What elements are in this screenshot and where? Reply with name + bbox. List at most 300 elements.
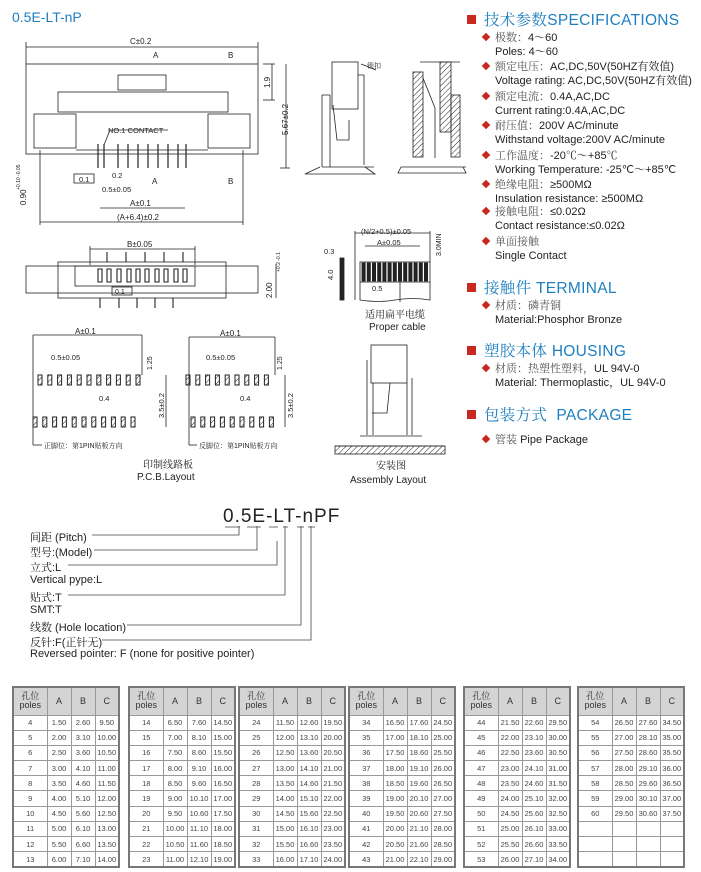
header-poles-en: poles: [135, 700, 157, 711]
spec-label-en: Insulation resistance: ≥500MΩ: [495, 193, 644, 205]
spec-label-en: Current rating:0.4A,AC,DC: [495, 105, 626, 117]
table-cell: 8.60: [187, 745, 211, 760]
table-cell: 27.60: [636, 715, 660, 730]
table-cell: 26.60: [522, 837, 546, 852]
header-a: A: [47, 687, 71, 715]
table-cell: 24.00: [498, 791, 522, 806]
header-poles-zh: 孔位: [357, 691, 376, 702]
header-a: A: [163, 687, 187, 715]
dim-pitch: 0.5±0.05: [102, 185, 132, 194]
table-cell: 16.00: [211, 761, 235, 776]
table-cell: 19.60: [407, 776, 431, 791]
table-cell: [660, 852, 684, 867]
table-cell: 22.00: [498, 730, 522, 745]
pcb-caption-left: 正脚位：第1PIN贴板方向: [44, 443, 123, 450]
table-cell: 53: [464, 852, 498, 867]
table-cell: 9.60: [187, 776, 211, 791]
table-row: [464, 730, 570, 745]
value: UL 94V-0: [594, 363, 640, 375]
table-cell: 19.50: [383, 806, 407, 821]
header-a: A: [273, 687, 297, 715]
pcb-0-4-left: 0.4: [99, 394, 110, 403]
spec-label-zh: 极数：: [495, 32, 528, 44]
table-cell: 8.10: [187, 730, 211, 745]
spec-label-zh: 额定电流：: [495, 91, 550, 103]
table-cell: 34.00: [546, 852, 570, 867]
table-cell: 14.00: [95, 852, 119, 867]
table-cell: 25.50: [498, 837, 522, 852]
table-row: [239, 852, 345, 867]
heading-en: SPECIFICATIONS: [547, 12, 680, 29]
table-cell: 46: [464, 745, 498, 760]
table-cell: 29.50: [546, 715, 570, 730]
spec-label-zh: 额定电压：: [495, 61, 550, 73]
cable-title-en: Proper cable: [369, 322, 426, 333]
table-cell: 26.50: [431, 776, 455, 791]
table-row: [129, 852, 235, 867]
header-poles: [464, 687, 498, 715]
table-cell: 19.10: [407, 761, 431, 776]
table-cell: 15.00: [211, 730, 235, 745]
model-code-label: Vertical pype:L: [30, 574, 103, 586]
cable-title-zh: 适用扁平电缆: [365, 310, 425, 321]
table-cell: 29.60: [636, 776, 660, 791]
table-cell: 49: [464, 791, 498, 806]
table-cell: 22.10: [407, 852, 431, 867]
table-cell: 37: [349, 761, 383, 776]
table-cell: 7.10: [71, 852, 95, 867]
table-cell: 36: [349, 745, 383, 760]
table-cell: 12.00: [273, 730, 297, 745]
table-row: [349, 776, 455, 791]
table-cell: 3.00: [47, 761, 71, 776]
table-cell: 31: [239, 821, 273, 836]
table-cell: 23.50: [498, 776, 522, 791]
table-cell: 36.00: [660, 761, 684, 776]
header-b: B: [407, 687, 431, 715]
table-cell: 3.50: [47, 776, 71, 791]
table-cell: 36.50: [660, 776, 684, 791]
table-cell: 21.00: [321, 761, 345, 776]
table-row: [239, 715, 345, 730]
table-cell: 6.60: [71, 837, 95, 852]
dimension-table-block: [577, 686, 685, 868]
table-cell: 22.60: [522, 715, 546, 730]
table-cell: 18.60: [407, 745, 431, 760]
heading-zh: 接触件: [484, 280, 532, 297]
spec-value-zh: 0.4A,AC,DC: [550, 91, 610, 103]
table-cell: 55: [578, 730, 612, 745]
table-row: [578, 776, 684, 791]
table-cell: 21.60: [407, 837, 431, 852]
table-cell: 28.50: [431, 837, 455, 852]
table-cell: 23.60: [522, 745, 546, 760]
header-b: B: [636, 687, 660, 715]
table-cell: 14.00: [273, 791, 297, 806]
table-cell: 32.50: [546, 806, 570, 821]
table-cell: 37.50: [660, 806, 684, 821]
model-code-label: Reversed pointer: F (none for positive pointer): [30, 648, 255, 660]
heading-zh: 技术参数: [484, 12, 548, 29]
table-cell: 15: [129, 730, 163, 745]
table-cell: [612, 837, 636, 852]
header-b: B: [522, 687, 546, 715]
top-dim-0-1: 0.1: [115, 289, 125, 296]
header-b: B: [187, 687, 211, 715]
table-row: [464, 776, 570, 791]
lock-label: 锁扣: [367, 63, 381, 70]
table-cell: 16.00: [273, 852, 297, 867]
table-row: [578, 791, 684, 806]
dim-5-67: 5.67±0.2: [281, 103, 290, 135]
table-cell: 21.50: [321, 776, 345, 791]
table-row: [239, 791, 345, 806]
heading-en: TERMINAL: [536, 280, 617, 297]
header-poles-en: poles: [470, 700, 492, 711]
pcb-3-5-right: 3.5±0.2: [286, 393, 295, 418]
table-cell: 30.00: [546, 730, 570, 745]
table-row: [578, 806, 684, 821]
table-row: [129, 821, 235, 836]
spec-label-zh: 接触电阻：: [495, 206, 550, 218]
table-cell: 12: [13, 837, 47, 852]
table-cell: 23.00: [321, 821, 345, 836]
table-cell: 22: [129, 837, 163, 852]
table-cell: [636, 852, 660, 867]
table-cell: 24.50: [431, 715, 455, 730]
heading-en: PACKAGE: [556, 407, 633, 424]
table-row: [464, 821, 570, 836]
table-cell: 8: [13, 776, 47, 791]
table-cell: 9.50: [163, 806, 187, 821]
table-row: [13, 745, 119, 760]
cable-dim-a: A±0.05: [377, 238, 401, 247]
pcb-1-25-right: 1.25: [277, 356, 284, 370]
table-cell: 29.00: [612, 791, 636, 806]
table-row: [349, 852, 455, 867]
table-cell: 22.00: [321, 791, 345, 806]
spec-label-zh: 工作温度：: [495, 150, 550, 162]
table-cell: 59: [578, 791, 612, 806]
table-cell: 25: [239, 730, 273, 745]
table-cell: 50: [464, 806, 498, 821]
table-cell: 4.60: [71, 776, 95, 791]
header-c: C: [95, 687, 119, 715]
table-cell: 58: [578, 776, 612, 791]
table-cell: 7.50: [163, 745, 187, 760]
section-a-label-2: A: [152, 177, 158, 186]
table-cell: 20.00: [383, 821, 407, 836]
table-cell: 10.00: [95, 730, 119, 745]
table-cell: 26: [239, 745, 273, 760]
table-cell: 56: [578, 745, 612, 760]
table-cell: 4.10: [71, 761, 95, 776]
table-row: [129, 730, 235, 745]
table-row: [239, 730, 345, 745]
table-cell: 12.50: [273, 745, 297, 760]
table-cell: [612, 852, 636, 867]
model-code-label: 线数 (Hole location): [30, 622, 126, 634]
table-cell: 34: [349, 715, 383, 730]
spec-label-en: Single Contact: [495, 250, 567, 262]
table-cell: 25.60: [522, 806, 546, 821]
table-cell: 14.50: [211, 715, 235, 730]
table-cell: 25.50: [431, 745, 455, 760]
header-poles-en: poles: [19, 700, 41, 711]
table-cell: 3.10: [71, 730, 95, 745]
table-cell: 30.50: [546, 745, 570, 760]
table-cell: 23: [129, 852, 163, 867]
table-cell: 52: [464, 837, 498, 852]
table-cell: 25.00: [431, 730, 455, 745]
table-row: [578, 745, 684, 760]
pcb-dim-a-right: A±0.1: [220, 329, 241, 338]
table-cell: 29.10: [636, 761, 660, 776]
table-cell: 29: [239, 791, 273, 806]
model-code-label: 贴式:T: [30, 592, 62, 604]
table-row: [464, 761, 570, 776]
value-zh: 磷青铜: [528, 300, 561, 312]
table-cell: 6.50: [163, 715, 187, 730]
table-cell: 24.00: [321, 852, 345, 867]
table-cell: 6.00: [47, 852, 71, 867]
table-row: [129, 791, 235, 806]
table-cell: 43: [349, 852, 383, 867]
table-cell: 7: [13, 761, 47, 776]
table-cell: 11.50: [95, 776, 119, 791]
table-cell: 18.10: [407, 730, 431, 745]
table-cell: 40: [349, 806, 383, 821]
table-cell: 21.10: [407, 821, 431, 836]
cable-0-5: 0.5: [372, 284, 383, 293]
table-row: [13, 776, 119, 791]
table-cell: 9.10: [187, 761, 211, 776]
pcb-pitch-right: 0.5±0.05: [206, 353, 236, 362]
header-a: A: [612, 687, 636, 715]
table-row: [13, 715, 119, 730]
spec-value-zh: ≥500MΩ: [550, 179, 592, 191]
table-cell: 23.00: [498, 761, 522, 776]
label-zh: 材质：热塑性塑料，: [495, 363, 594, 375]
table-row: [349, 745, 455, 760]
table-row: [464, 745, 570, 760]
table-row: [129, 761, 235, 776]
table-cell: 32.00: [546, 791, 570, 806]
table-cell: 10.50: [163, 837, 187, 852]
dim-1-9: 1.9: [263, 76, 272, 88]
table-row: [349, 730, 455, 745]
spec-label-zh: 单面接触: [495, 236, 539, 248]
table-cell: 10: [13, 806, 47, 821]
spec-label-en: Poles: 4～60: [495, 46, 558, 58]
table-cell: 13.50: [273, 776, 297, 791]
table-cell: 13.60: [297, 745, 321, 760]
table-row: [239, 761, 345, 776]
table-cell: 16.50: [211, 776, 235, 791]
pcb-title-en: P.C.B.Layout: [137, 472, 195, 483]
table-cell: 33: [239, 852, 273, 867]
table-cell: 20.00: [321, 730, 345, 745]
header-c: C: [321, 687, 345, 715]
table-cell: 11.00: [95, 761, 119, 776]
table-cell: 19: [129, 791, 163, 806]
table-cell: 21.50: [498, 715, 522, 730]
table-cell: 17: [129, 761, 163, 776]
header-poles-zh: 孔位: [586, 691, 605, 702]
pcb-title-zh: 印制线路板: [143, 460, 193, 471]
table-cell: 18: [129, 776, 163, 791]
table-cell: 18.00: [211, 821, 235, 836]
header-poles-zh: 孔位: [137, 691, 156, 702]
table-row: [349, 837, 455, 852]
table-cell: [660, 821, 684, 836]
table-cell: 14.50: [273, 806, 297, 821]
table-cell: 12.00: [95, 791, 119, 806]
table-cell: 39: [349, 791, 383, 806]
table-cell: 48: [464, 776, 498, 791]
pcb-caption-right: 反脚位：第1PIN贴板方向: [199, 443, 278, 450]
table-cell: 19.00: [211, 852, 235, 867]
table-cell: 33.50: [546, 837, 570, 852]
assembly-title-zh: 安装图: [376, 461, 406, 472]
table-cell: 29.50: [612, 806, 636, 821]
table-cell: 18.50: [211, 837, 235, 852]
table-cell: 5.00: [47, 821, 71, 836]
table-cell: 28: [239, 776, 273, 791]
table-row: [349, 821, 455, 836]
spec-label-zh: 绝缘电阻：: [495, 179, 550, 191]
spec-label-en: Voltage rating: AC,DC,50V(50HZ有效值): [495, 75, 692, 87]
label-zh: 管装: [495, 434, 517, 446]
header-b: B: [71, 687, 95, 715]
cable-0-3: 0.3: [324, 247, 335, 256]
table-cell: 54: [578, 715, 612, 730]
header-a: A: [498, 687, 522, 715]
table-cell: 18.50: [383, 776, 407, 791]
table-cell: 26.00: [498, 852, 522, 867]
table-cell: 9: [13, 791, 47, 806]
table-cell: 17.50: [383, 745, 407, 760]
table-cell: 17.60: [407, 715, 431, 730]
table-cell: 25.10: [522, 791, 546, 806]
header-poles-zh: 孔位: [472, 691, 491, 702]
table-cell: 12.50: [95, 806, 119, 821]
table-cell: [578, 852, 612, 867]
table-cell: 11.10: [187, 821, 211, 836]
table-cell: [612, 821, 636, 836]
header-poles-en: poles: [355, 700, 377, 711]
table-cell: 14.10: [297, 761, 321, 776]
table-cell: 24.60: [522, 776, 546, 791]
value: Pipe Package: [520, 434, 588, 446]
table-cell: 4.50: [47, 806, 71, 821]
cable-dim-n: (N/2+0.5)±0.05: [361, 227, 412, 236]
table-cell: 28.50: [612, 776, 636, 791]
table-row: [129, 806, 235, 821]
header-poles: [239, 687, 273, 715]
table-row: [578, 761, 684, 776]
cable-3-0-min: 3.0MIN: [436, 233, 443, 256]
table-cell: 27.50: [431, 806, 455, 821]
table-cell: 38: [349, 776, 383, 791]
dim-2-00-tol: +0.2 -0.1: [276, 252, 282, 272]
header-c: C: [211, 687, 235, 715]
heading-zh: 塑胶本体: [484, 343, 548, 360]
table-cell: 20.50: [321, 745, 345, 760]
table-row: [349, 791, 455, 806]
table-cell: 16.60: [297, 837, 321, 852]
table-cell: 11: [13, 821, 47, 836]
table-cell: 7.60: [187, 715, 211, 730]
table-cell: 24.10: [522, 761, 546, 776]
table-cell: 35.00: [660, 730, 684, 745]
dim-a-6-4: (A+6.4)±0.2: [117, 213, 159, 222]
table-cell: 17.50: [211, 806, 235, 821]
table-cell: 28.10: [636, 730, 660, 745]
pcb-dim-a-left: A±0.1: [75, 327, 96, 336]
model-code-label: 反针:F(正针无): [30, 637, 103, 649]
pcb-1-25-left: 1.25: [147, 356, 154, 370]
spec-label-en: Withstand voltage:200V AC/minute: [495, 134, 665, 146]
table-cell: 12.10: [187, 852, 211, 867]
table-cell: 33.00: [546, 821, 570, 836]
table-row: [129, 745, 235, 760]
header-poles: [578, 687, 612, 715]
dim-0-1: 0.1: [79, 175, 90, 184]
pcb-pitch-left: 0.5±0.05: [51, 353, 81, 362]
table-row: [129, 837, 235, 852]
table-cell: 22.50: [321, 806, 345, 821]
table-row: [464, 791, 570, 806]
table-cell: 27: [239, 761, 273, 776]
table-cell: 21.00: [383, 852, 407, 867]
table-cell: 14: [129, 715, 163, 730]
table-cell: 28.60: [636, 745, 660, 760]
table-cell: 42: [349, 837, 383, 852]
table-cell: 17.00: [211, 791, 235, 806]
table-cell: 18.00: [383, 761, 407, 776]
table-cell: 20.10: [407, 791, 431, 806]
table-cell: 44: [464, 715, 498, 730]
header-c: C: [431, 687, 455, 715]
table-cell: 15.60: [297, 806, 321, 821]
table-cell: 27.00: [431, 791, 455, 806]
table-cell: 13.10: [297, 730, 321, 745]
table-cell: 35.50: [660, 745, 684, 760]
table-cell: 11.00: [163, 852, 187, 867]
table-cell: 5: [13, 730, 47, 745]
table-cell: 2.00: [47, 730, 71, 745]
table-cell: 11.60: [187, 837, 211, 852]
table-row: [464, 852, 570, 867]
table-cell: 26.10: [522, 821, 546, 836]
table-cell: 4.00: [47, 791, 71, 806]
dim-0-2: 0.2: [112, 171, 123, 180]
table-cell: 9.00: [163, 791, 187, 806]
table-row: [578, 730, 684, 745]
spec-value-zh: -20℃～+85℃: [550, 150, 618, 162]
model-code: 0.5E-LT-nPF: [223, 506, 341, 527]
table-cell: 2.60: [71, 715, 95, 730]
table-cell: 30.60: [636, 806, 660, 821]
table-row: [578, 837, 684, 852]
table-cell: 27.10: [522, 852, 546, 867]
dim-c: C±0.2: [130, 37, 152, 46]
table-cell: 10.60: [187, 806, 211, 821]
table-cell: 8.50: [163, 776, 187, 791]
table-cell: 35: [349, 730, 383, 745]
table-cell: 15.00: [273, 821, 297, 836]
